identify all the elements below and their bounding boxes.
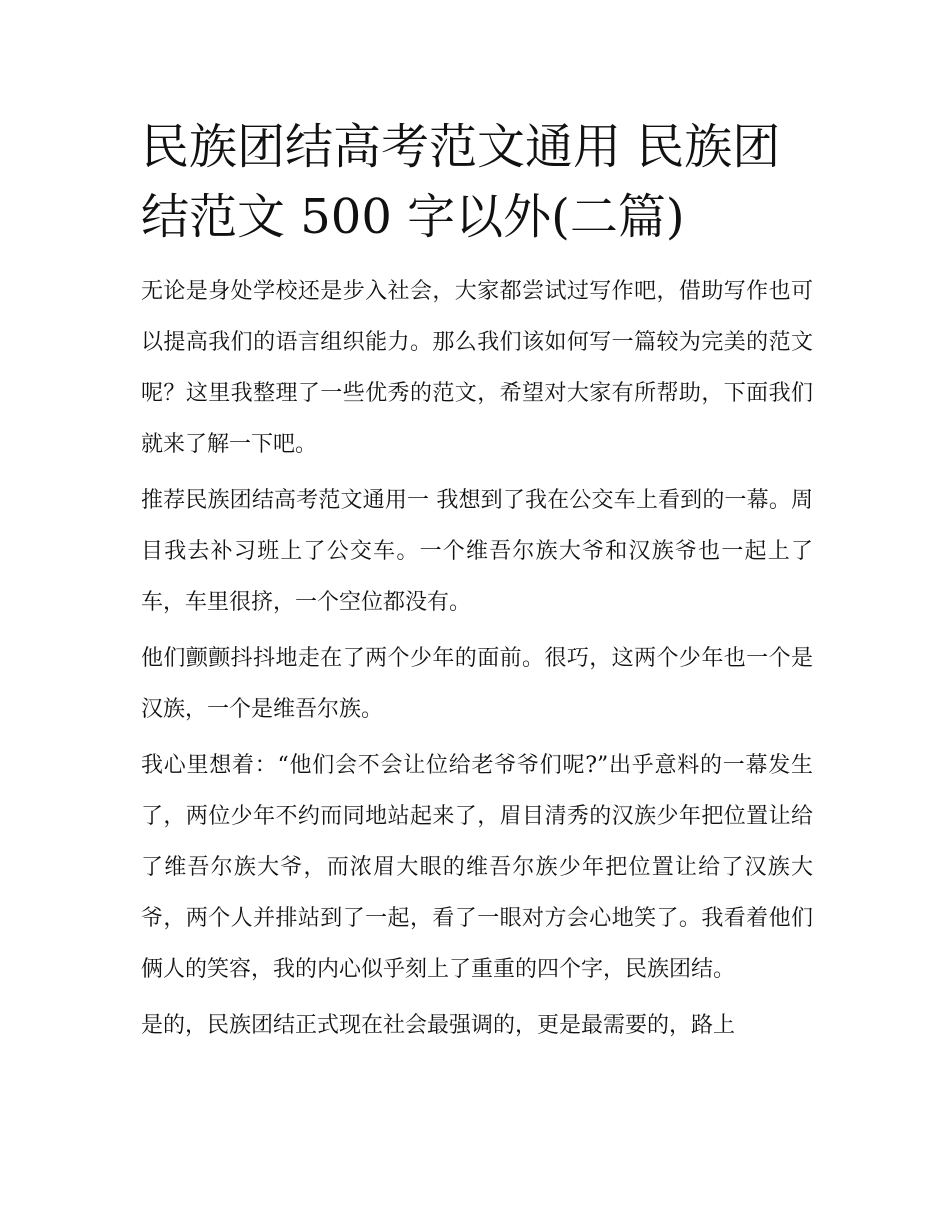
paragraph-intro: 无论是身处学校还是步入社会，大家都尝试过写作吧，借助写作也可以提高我们的语言组织能力。那么我们该如何写一篇较为完美的范文呢？这里我整理了一些优秀的范文，希望对大家有所帮助，下面我们就来了解一下吧。 [141, 279, 813, 457]
document-title: 民族团结高考范文通用 民族团结范文 500 字以外(二篇) [141, 119, 781, 245]
document-body [141, 112, 813, 1056]
paragraph-giving-seats: 我心里想着：“他们会不会让位给老爷爷们呢?”出乎意料的一幕发生了，两位少年不约而同地站起来了，眉目清秀的汉族少年把位置让给了维吾尔族大爷，而浓眉大眼的维吾尔族少年把位置让给了汉族大爷，两个人并排站到了一起，看了一眼对方会心地笑了。我看着他们俩人的笑容，我的内心似乎刻上了重重的四个字，民族团结。 [141, 753, 813, 982]
paragraph-bus-scene: 推荐民族团结高考范文通用一 我想到了我在公交车上看到的一幕。周目我去补习班上了公交车。一个维吾尔族大爷和汉族爷也一起上了车，车里很挤，一个空位都没有。 [141, 488, 813, 615]
paragraph-two-youths: 他们颤颤抖抖地走在了两个少年的面前。很巧，这两个少年也一个是汉族，一个是维吾尔族。 [141, 646, 813, 722]
paragraph-unity: 是的，民族团结正式现在社会最强调的，更是最需要的，路上 [141, 1013, 736, 1038]
